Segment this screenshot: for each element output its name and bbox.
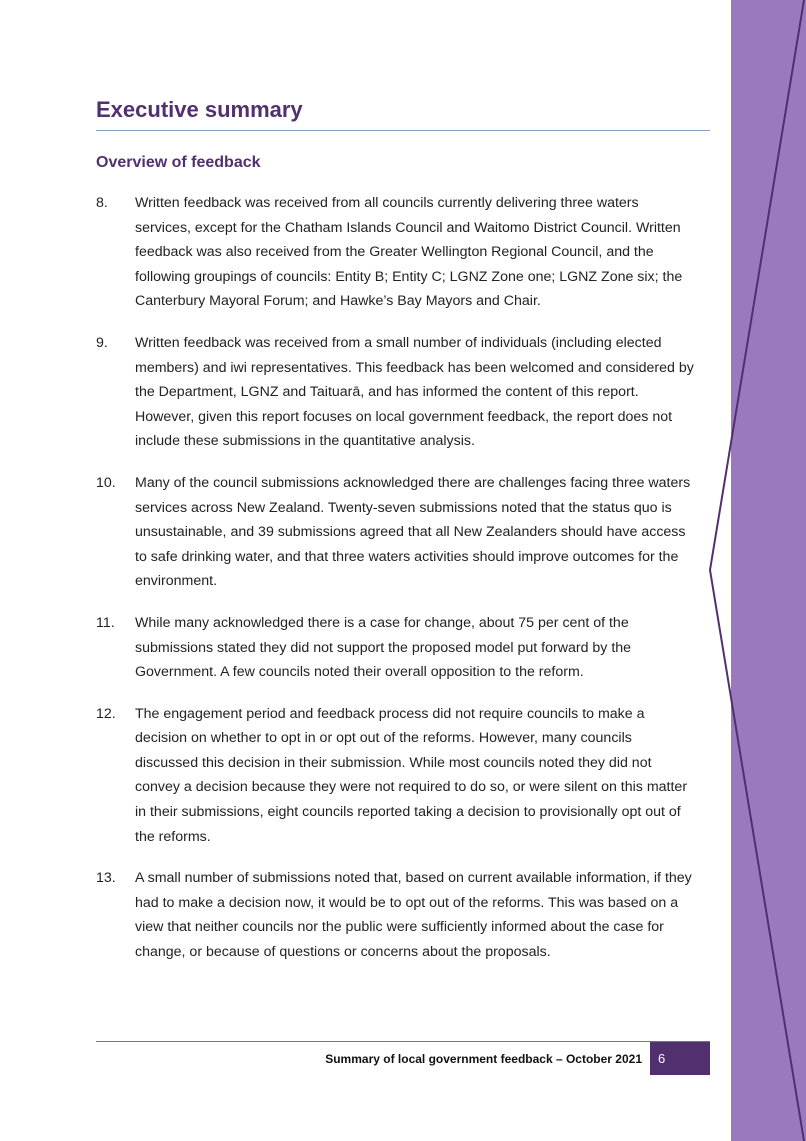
paragraph-number: 8. — [96, 195, 108, 211]
numbered-paragraph — [96, 471, 696, 594]
paragraph-text: A small number of submissions noted that, based on current available information, if they had to make a decision now, it would be to opt out of the reforms. This was based on a view that neither councils nor the public were sufficiently informed about the case for change, or because of questions or concerns about the proposals. — [135, 870, 692, 961]
paragraph-text: While many acknowledged there is a case for change, about 75 per cent of the submissions stated they did not support the proposed model put forward by the Government. A few councils noted their overall opposition to the reform. — [135, 614, 632, 681]
paragraph-number: 11. — [96, 614, 115, 631]
paragraph-list — [96, 191, 696, 982]
paragraph-number: 9. — [96, 334, 108, 351]
numbered-paragraph — [96, 611, 696, 685]
numbered-paragraph — [96, 331, 696, 454]
paragraph-text: Written feedback was received from a small number of individuals (including elected members) and iwi representatives. This feedback has been welcomed and considered by the Department, LGNZ and Taituarā, and has informed the content of this report. However, given this report focuses on local government feedback, the report does not include these submissions in the quantitative analysis. — [135, 334, 694, 450]
footer-divider — [96, 1041, 710, 1042]
page-title: Executive summary — [96, 96, 710, 131]
decorative-side-lines — [700, 0, 806, 1141]
paragraph-text: Many of the council submissions acknowledged there are challenges facing three waters services across New Zealand. Twenty-seven submissions noted that the status quo is unsustainable, and 39 submissions agreed that all New Zealanders should have access to safe drinking water, and that three waters activities should improve outcomes for the environment. — [135, 474, 691, 590]
paragraph-text: Written feedback was received from all councils currently delivering three waters services, except for the Chatham Islands Council and Waitomo District Council. Written feedback was also received from the Greater Wellington Regional Council, and the following groupings of councils: Entity B; Entity C; LGNZ Zone one; LGNZ Zone six; the Canterbury Mayoral Forum; and Hawke’s Bay Mayors and Chair. — [135, 195, 683, 310]
numbered-paragraph — [96, 191, 696, 314]
numbered-paragraph — [96, 702, 696, 850]
paragraph-number: 10. — [96, 474, 116, 491]
paragraph-number: 13. — [96, 870, 116, 887]
footer-document-title: Summary of local government feedback – October 2021 — [325, 1052, 642, 1066]
numbered-paragraph — [96, 866, 696, 964]
paragraph-text: The engagement period and feedback process did not require councils to make a decision on whether to opt in or opt out of the reforms. However, many councils discussed this decision in their submission. While most councils noted they did not convey a decision because they were not required to do so, or were silent on this matter in their submissions, eight councils reported taking a decision to provisionally opt out of the reforms. — [135, 705, 688, 845]
paragraph-number: 12. — [96, 705, 116, 722]
section-heading: Overview of feedback — [96, 154, 261, 171]
page-number: 6 — [650, 1042, 710, 1075]
